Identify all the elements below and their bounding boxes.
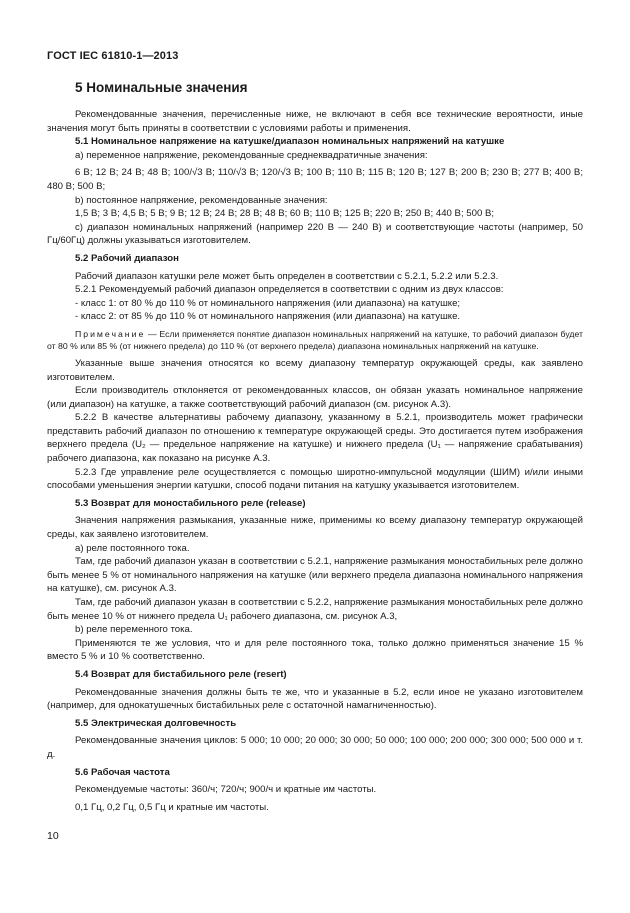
list-item-a: а) переменное напряжение, рекомендованные среднеквадратичные значения: [75, 149, 428, 161]
list-item-a: а) реле постоянного тока. [75, 542, 190, 554]
paragraph: Там, где рабочий диапазон указан в соответствии с 5.2.2, напряжение размыкания моностабильных реле должно быть менее 10 % от нижнего предела U₁ рабочего диапазона, см. рисунок А.3, [47, 597, 583, 622]
intro-paragraph: Рекомендованные значения, перечисленные ниже, не включают в себя все технические вероятности, иные значения могут быть приняты в соответствии с условиями работы и применения. [47, 109, 583, 134]
list-item-b: b) реле переменного тока. [75, 624, 193, 636]
ac-voltage-values: 6 В; 12 В; 24 В; 48 В; 100/√3 В; 110/√3 В; 120/√3 В; 100 В; 110 В; 115 В; 120 В; 127 В; 200 В; 230 В; 277 В; 400 В; 480 В; 500 В; [47, 167, 583, 192]
subsection-heading-5-4: 5.4 Возврат для бистабильного реле (resert) [75, 668, 287, 680]
paragraph: 0,1 Гц, 0,2 Гц, 0,5 Гц и кратные им частоты. [75, 801, 269, 813]
dc-voltage-values: 1,5 В; 3 В; 4,5 В; 5 В; 9 В; 12 В; 24 В; 28 В; 48 В; 60 В; 110 В; 125 В; 220 В; 250 В; 440 В; 500 В; [75, 208, 495, 220]
paragraph: Указанные выше значения относятся ко всему диапазону температур окружающей среды, как заявлено изготовителем. [47, 357, 583, 383]
class-1-item: - класс 1: от 80 % до 110 % от номинального напряжения (или диапазона) на катушке; [75, 297, 461, 309]
section-title: 5 Номинальные значения [75, 80, 248, 95]
paragraph: Если производитель отклоняется от рекомендованных классов, он обязан указать номинальное напряжение (или диапазон) на катушке, а также соответствующий рабочий диапазон (см. рисунок А.3). [47, 385, 583, 410]
paragraph: Применяются те же условия, что и для реле постоянного тока, только должно применяться значение 15 % вместо 5 % и 10 % соответственно. [47, 637, 583, 663]
paragraph: Значения напряжения размыкания, указанные ниже, применимы ко всему диапазону температур окружающей среды, как заявлено изготовителем. [47, 515, 583, 541]
subsection-heading-5-5: 5.5 Электрическая долговечность [75, 717, 237, 729]
class-2-item: - класс 2: от 85 % до 110 % от номинального напряжения (или диапазона) на катушке. [75, 311, 461, 323]
paragraph: Рабочий диапазон катушки реле может быть определен в соответствии с 5.2.1, 5.2.2 или 5.2.3. [75, 270, 499, 282]
note-label: Примечание [75, 328, 146, 339]
note-text: — Если применяется понятие диапазон номинальных напряжений на катушке, то рабочий диапазон будет от 80 % или 85 % (от нижнего предела) до 110 % (от верхнего предела) диапазона номинальных напряжений на катушке. [47, 328, 583, 352]
paragraph: Рекомендованные значения должны быть те же, что и указанные в 5.2, если иное не указано изготовителем (например, для однокатушечных бистабильных реле с остаточной намагниченностью). [47, 686, 583, 712]
document-header: ГОСТ IEC 61810-1—2013 [47, 50, 179, 62]
subsection-heading-5-3: 5.3 Возврат для моностабильного реле (release) [75, 497, 306, 509]
paragraph-5-2-2: 5.2.2 В качестве альтернативы рабочему диапазону, указанному в 5.2.1, производитель может графически представить рабочий диапазон по отношению к температуре окружающей среды. Это достигается путем изображения верхнего предела (U₂ — предельное напряжение на катушке) и нижнего предела (U₁ — напряжение срабатывания) рабочего диапазона, как показано на рисунке А.3. [47, 412, 583, 465]
subsection-heading-5-6: 5.6 Рабочая частота [75, 766, 170, 778]
note [47, 328, 583, 353]
paragraph: Рекомендуемые частоты: 360/ч; 720/ч; 900/ч и кратные им частоты. [75, 784, 377, 796]
subsection-heading-5-1: 5.1 Номинальное напряжение на катушке/диапазон номинальных напряжений на катушке [75, 136, 505, 148]
list-item-c: c) диапазон номинальных напряжений (например 220 В — 240 В) и соответствующие частоты (например, 50 Гц/60Гц) должны указываться изготовителем. [47, 221, 583, 247]
document-body [47, 108, 583, 814]
paragraph: Рекомендованные значения циклов: 5 000; 10 000; 20 000; 30 000; 50 000; 100 000; 200 000; 300 000; 500 000 и т. д. [47, 735, 583, 760]
page-number: 10 [47, 830, 59, 842]
subsection-heading-5-2: 5.2 Рабочий диапазон [75, 252, 179, 264]
paragraph: Там, где рабочий диапазон указан в соответствии с 5.2.1, напряжение размыкания моностабильных реле должно быть менее 5 % от номинального напряжения на катушке (или верхнего предела диапазона номинального напряжения на катушке), см. рисунок А.3. [47, 556, 583, 595]
paragraph-5-2-3: 5.2.3 Где управление реле осуществляется с помощью широтно-импульсной модуляции (ШИМ) и/или иными способами уменьшения энергии катушки, способ подачи питания на катушку указывается изготовителем. [47, 466, 583, 492]
list-item-b: b) постоянное напряжение, рекомендованные значения: [75, 194, 328, 206]
paragraph: 5.2.1 Рекомендуемый рабочий диапазон определяется в соответствии с одним из двух классов: [75, 284, 504, 296]
